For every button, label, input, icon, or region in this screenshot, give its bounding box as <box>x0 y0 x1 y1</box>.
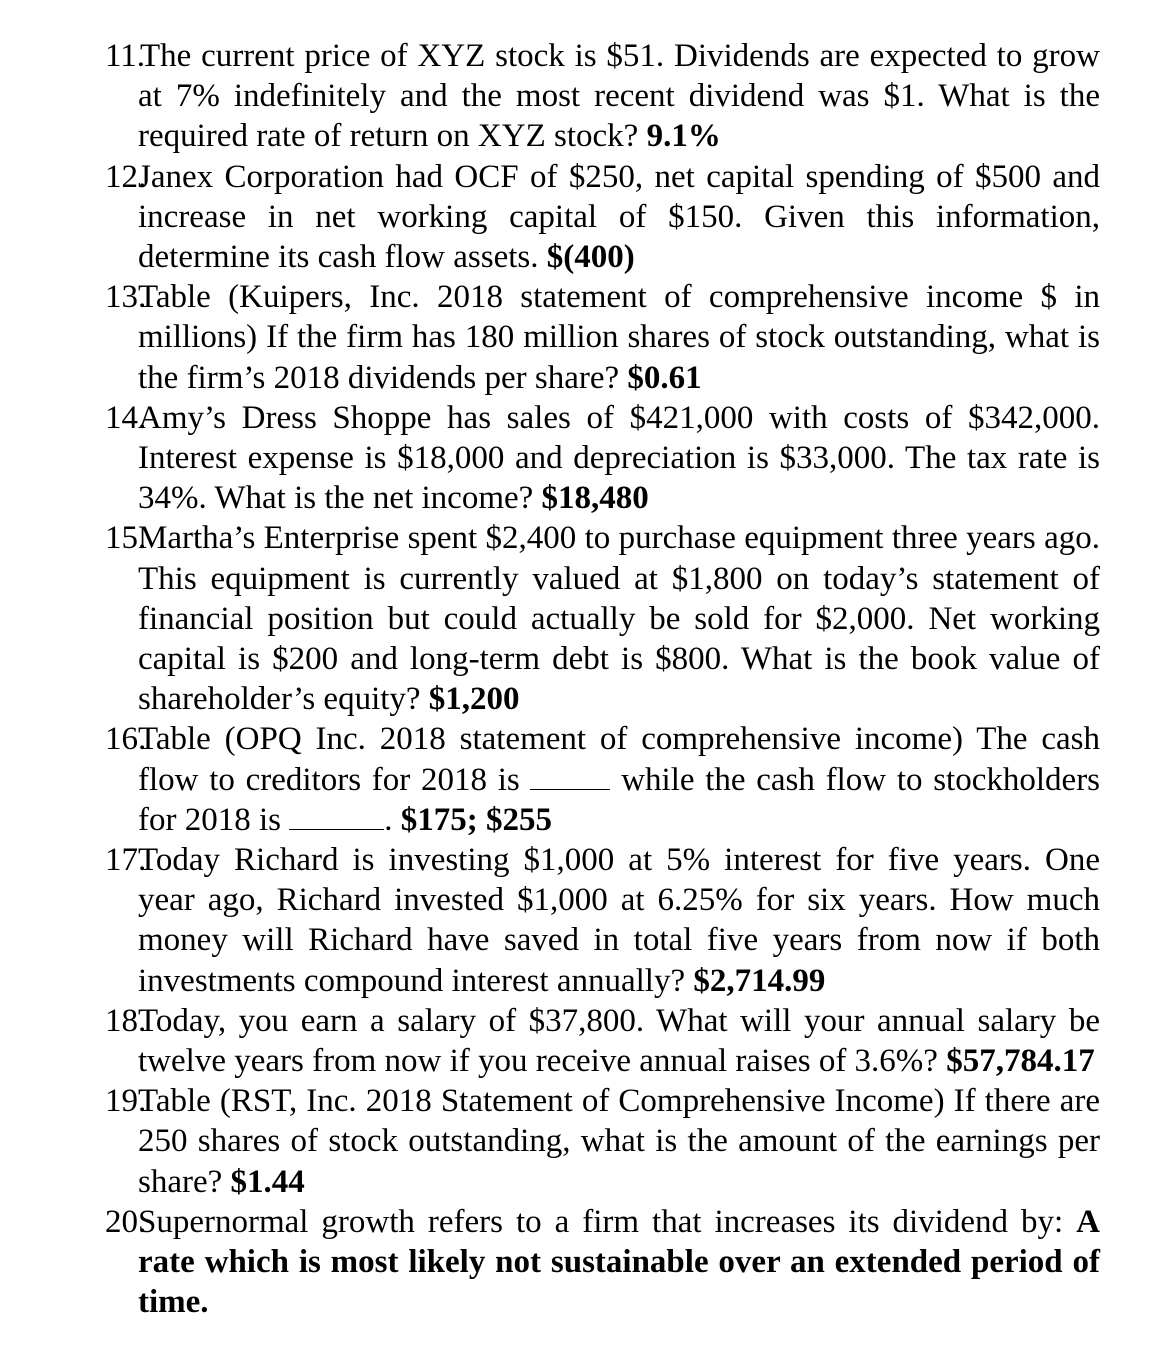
question-number: 17. <box>105 842 147 879</box>
fill-in-blank <box>289 803 384 830</box>
question-text-part1: Table (OPQ Inc. 2018 statement of comprehensive income) The cash flow to creditors for 2018 is <box>138 721 1100 798</box>
question-number: 18. <box>105 1002 147 1039</box>
answer: 9.1% <box>646 118 721 155</box>
question-17 <box>105 840 1100 1001</box>
answer: A rate which is most likely not sustainable over an extended period of time. <box>138 1203 1101 1321</box>
question-text: Table (Kuipers, Inc. 2018 statement of comprehensive income $ in millions) If the firm has 180 million shares of stock outstanding, what is the firm’s 2018 dividends per share? <box>138 279 1100 396</box>
question-list <box>105 36 1100 1323</box>
question-number: 16. <box>105 721 147 758</box>
question-11 <box>105 36 1100 157</box>
question-text: Janex Corporation had OCF of $250, net capital spending of $500 and increase in net working capital of $150. Given this information, determine its cash flow assets. <box>138 158 1100 276</box>
question-text-part2: while the cash flow to stockholders for 2018 is <box>138 761 1101 838</box>
cut-off-previous-line <box>0 0 1170 40</box>
question-number: 19. <box>105 1083 147 1120</box>
question-text: The current price of XYZ stock is $51. Dividends are expected to grow at 7% indefinitely and the most recent dividend was $1. What is the required rate of return on XYZ stock? <box>138 38 1100 155</box>
question-number: 12. <box>105 158 147 195</box>
question-number: 13. <box>105 279 147 316</box>
answer: $0.61 <box>627 359 702 396</box>
fill-in-blank <box>530 763 610 790</box>
question-19 <box>105 1081 1100 1202</box>
question-20 <box>105 1202 1100 1323</box>
question-13 <box>105 277 1100 398</box>
question-16 <box>105 719 1100 840</box>
answer: $2,714.99 <box>693 962 826 999</box>
answer: $1,200 <box>428 681 520 718</box>
answer: $57,784.17 <box>946 1043 1095 1080</box>
question-number: 15. <box>105 520 147 557</box>
answer: $(400) <box>546 239 635 276</box>
question-text: Today Richard is investing $1,000 at 5% interest for five years. One year ago, Richard invested $1,000 at 6.25% for six years. How much money will Richard have saved in total five years from now if both investments compound interest annually? <box>138 842 1100 999</box>
answer: $175; $255 <box>400 801 552 838</box>
question-text-part3: . <box>384 801 393 838</box>
question-number: 14. <box>105 399 147 436</box>
question-text: Supernormal growth refers to a firm that increases its dividend by: <box>138 1203 1064 1240</box>
question-number: 11. <box>105 38 146 74</box>
question-18 <box>105 1001 1100 1081</box>
question-number: 20. <box>105 1203 147 1240</box>
question-14 <box>105 398 1100 519</box>
answer: $18,480 <box>541 480 649 517</box>
question-text: Table (RST, Inc. 2018 Statement of Comprehensive Income) If there are 250 shares of stock outstanding, what is the amount of the earnings per share? <box>138 1083 1100 1200</box>
question-12 <box>105 157 1100 278</box>
question-15 <box>105 518 1100 719</box>
question-text: Amy’s Dress Shoppe has sales of $421,000 with costs of $342,000. Interest expense is $18,000 and depreciation is $33,000. The tax rate is 34%. What is the net income? <box>138 399 1100 517</box>
question-text: Martha’s Enterprise spent $2,400 to purchase equipment three years ago. This equipment is currently valued at $1,800 on today’s statement of financial position but could actually be sold for $2,000. Net working capital is $200 and long-term debt is $800. What is the book value of shareholder’s equity? <box>138 520 1100 718</box>
answer: $1.44 <box>230 1163 305 1200</box>
question-text: Today, you earn a salary of $37,800. What will your annual salary be twelve years from now if you receive annual raises of 3.6%? <box>138 1002 1100 1080</box>
